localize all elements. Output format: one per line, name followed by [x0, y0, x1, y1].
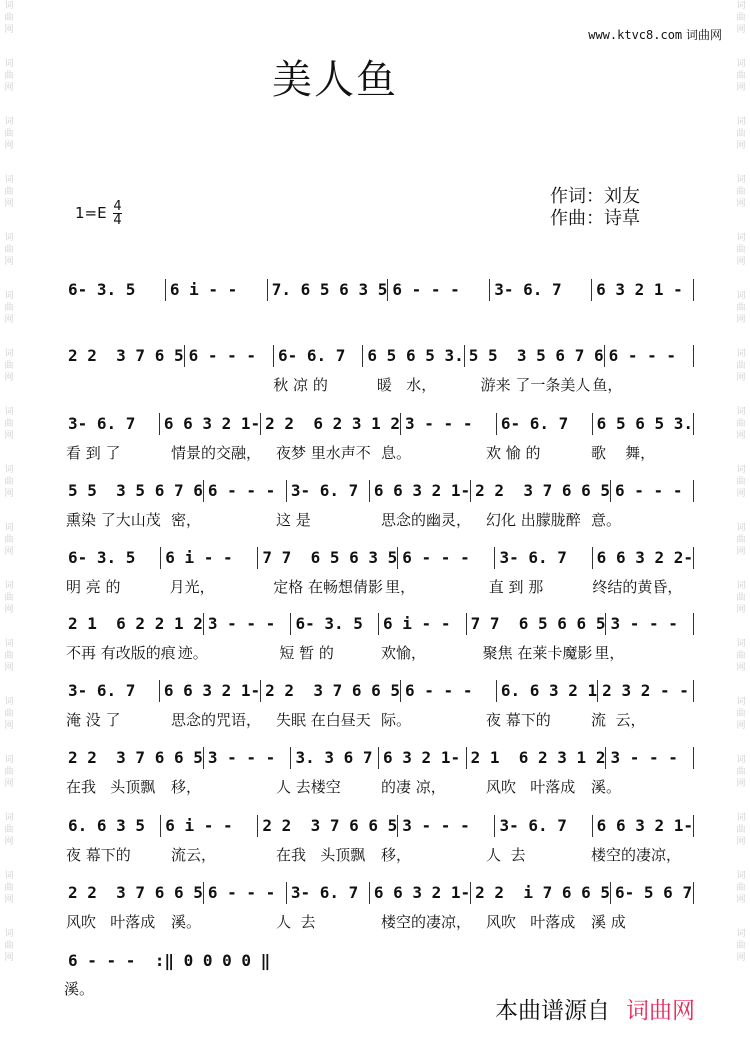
- lyric: 迹。: [177, 644, 208, 662]
- final-lyric: 溪。: [64, 980, 95, 998]
- measure: 3 - - -: [204, 747, 292, 769]
- watermark-text: 词曲网: [736, 639, 746, 673]
- score-row: [64, 612, 694, 663]
- measure: 6 3 2 1-: [379, 747, 467, 769]
- measure: 3. 3 6 7: [291, 747, 379, 769]
- measure: 3- 6. 7: [64, 680, 160, 702]
- time-denominator: 4: [113, 213, 122, 228]
- measure: 3 - - -: [401, 413, 497, 435]
- watermark-right: [734, 0, 748, 986]
- measure: 2 2 3 7 6 6 5: [258, 815, 398, 837]
- lyric: 看 到 了: [66, 444, 121, 462]
- measure: 6- 6. 7: [274, 345, 363, 367]
- measure: 6 i - -: [161, 815, 258, 837]
- measure: 6 - - -: [401, 680, 497, 702]
- lyric: 幻化 出朦胧醉: [486, 511, 581, 529]
- key-label: 1=E: [75, 204, 107, 222]
- lyric: 人 去楼空: [276, 778, 341, 796]
- measure: 6 i - -: [161, 547, 258, 569]
- watermark-text: 词曲网: [736, 929, 746, 963]
- lyric: 聚焦 在莱卡魔影: [482, 644, 593, 662]
- score-row: [64, 814, 694, 865]
- measure: 7. 6 5 6 3 5: [268, 279, 389, 301]
- watermark-text: 词曲网: [4, 755, 14, 789]
- lyric: 欢愉，: [381, 644, 427, 662]
- measure: 3 - - -: [606, 613, 694, 635]
- watermark-text: 词曲网: [4, 871, 14, 905]
- measure: 6 i - -: [379, 613, 467, 635]
- score-row: [64, 412, 694, 463]
- lyric: 夜 幕下的: [66, 846, 131, 864]
- lyric: 夜 幕下的: [486, 711, 551, 729]
- lyric: 溪 成: [591, 913, 626, 931]
- measure: 2 2 3 7 6 6 5: [64, 747, 204, 769]
- key-signature: [75, 200, 122, 227]
- measure: 3- 6. 7: [495, 815, 592, 837]
- lyric: 淹 没 了: [66, 711, 121, 729]
- footer-brand[interactable]: 词曲网: [626, 998, 695, 1024]
- watermark-text: 词曲网: [4, 465, 14, 499]
- site-name: 词曲网: [685, 28, 722, 42]
- watermark-text: 词曲网: [4, 349, 14, 383]
- lyric: [64, 374, 168, 395]
- lyric: 人 去: [276, 913, 316, 931]
- score-row: [64, 881, 694, 932]
- watermark-text: 词曲网: [736, 175, 746, 209]
- lyric: 流云，: [171, 846, 217, 864]
- watermark-text: 词曲网: [736, 233, 746, 267]
- lyric: 定格 在畅想倩影: [273, 578, 384, 596]
- measure: 6 - - -: [204, 480, 287, 502]
- lyric: 人 去: [486, 846, 526, 864]
- lyric: 不再 有改版的痕: [66, 644, 176, 662]
- measure: 6 6 3 2 2-: [593, 547, 694, 569]
- lyric: [168, 374, 272, 395]
- watermark-text: 词曲网: [4, 407, 14, 441]
- measure: 6 - - -: [185, 345, 274, 367]
- lyric: 意。: [591, 511, 622, 529]
- measure: 6 - - -: [388, 279, 490, 301]
- score-row: [64, 278, 694, 308]
- watermark-text: 词曲网: [736, 407, 746, 441]
- score-row: [64, 344, 694, 395]
- lyric: 熏染 了大山茂: [66, 511, 161, 529]
- lyric: 这 是: [276, 511, 311, 529]
- watermark-text: 词曲网: [736, 523, 746, 557]
- watermark-text: 词曲网: [4, 639, 14, 673]
- watermark-text: 词曲网: [4, 233, 14, 267]
- measure: 6. 6 3 5: [64, 815, 161, 837]
- time-signature: [113, 200, 121, 227]
- lyric: 风吹 叶落成: [486, 913, 576, 931]
- lyric: 风吹 叶落成: [486, 778, 576, 796]
- lyric: 的凄 凉，: [381, 778, 446, 796]
- watermark-text: 词曲网: [4, 929, 14, 963]
- watermark-text: 词曲网: [736, 1, 746, 35]
- measure: 6 5 6 5 3.: [363, 345, 464, 367]
- measure: 2 2 i 7 6 6 5: [471, 882, 611, 904]
- measure: 6 - - -: [611, 480, 694, 502]
- watermark-text: 词曲网: [4, 59, 14, 93]
- measure: 7 7 6 5 6 3 5: [258, 547, 398, 569]
- lyric: 鱼，: [592, 376, 623, 394]
- measure: 2 3 2 - -: [598, 680, 694, 702]
- lyric: 思念的幽灵，: [381, 511, 472, 529]
- measure: 2 2 3 7 6 6 5: [261, 680, 401, 702]
- lyric: 游来 了一条美人: [480, 376, 591, 394]
- lyric: 溪。: [591, 778, 622, 796]
- watermark-text: 词曲网: [736, 871, 746, 905]
- watermark-text: 词曲网: [736, 291, 746, 325]
- measure: 6- 6. 7: [497, 413, 593, 435]
- lyric: 密，: [171, 511, 202, 529]
- score-row: [64, 546, 694, 597]
- lyric: 楼空的凄凉，: [591, 846, 682, 864]
- measure: 6 6 3 2 1-: [370, 480, 471, 502]
- footer-text: 本曲谱源自: [495, 998, 610, 1024]
- measure: 6 - - -: [398, 547, 495, 569]
- lyric: 流 云，: [591, 711, 646, 729]
- measure: 3- 6. 7: [490, 279, 592, 301]
- lyric: 欢 愉 的: [486, 444, 541, 462]
- measure: 6 5 6 5 3.: [593, 413, 694, 435]
- measure: 3- 6. 7: [64, 413, 160, 435]
- watermark-text: 词曲网: [4, 581, 14, 615]
- site-url[interactable]: www.ktvc8.com: [588, 28, 683, 42]
- measure: 6 3 2 1 -: [592, 279, 694, 301]
- measure: 6. 6 3 2 1: [497, 680, 598, 702]
- lyric: 夜梦 里水声不: [276, 444, 371, 462]
- lyric: 明 亮 的: [66, 578, 121, 596]
- watermark-text: 词曲网: [4, 1, 14, 35]
- measure: 6 6 3 2 1-: [593, 815, 694, 837]
- watermark-text: 词曲网: [4, 291, 14, 325]
- measure: 3 - - -: [204, 613, 292, 635]
- site-header: [588, 26, 722, 43]
- measure: 6- 3. 5: [64, 279, 166, 301]
- watermark-text: 词曲网: [4, 813, 14, 847]
- lyricist: 作词：刘友: [550, 186, 640, 207]
- watermark-text: 词曲网: [4, 523, 14, 557]
- score-row: [64, 746, 694, 797]
- watermark-left: [2, 0, 16, 986]
- watermark-text: 词曲网: [736, 813, 746, 847]
- lyric: 思念的咒语，: [171, 711, 262, 729]
- score-row: [64, 479, 694, 530]
- lyric: 在我 头顶飘: [66, 778, 156, 796]
- measure: 6 i - -: [166, 279, 268, 301]
- measure: 3- 6. 7: [287, 882, 370, 904]
- watermark-text: 词曲网: [4, 697, 14, 731]
- measure: 6 6 3 2 1-: [370, 882, 471, 904]
- measure: 7 7 6 5 6 6 5: [467, 613, 607, 635]
- score-row: [64, 679, 694, 730]
- watermark-text: 词曲网: [4, 175, 14, 209]
- watermark-text: 词曲网: [736, 755, 746, 789]
- watermark-text: 词曲网: [4, 117, 14, 151]
- watermark-text: 词曲网: [736, 581, 746, 615]
- source-footer: [495, 992, 695, 1025]
- lyric: 移，: [171, 778, 202, 796]
- lyric: 秋 凉 的: [273, 376, 328, 394]
- measure: 5 5 3 5 6 7 6: [64, 480, 204, 502]
- measure: 2 2 3 7 6 6 5: [471, 480, 611, 502]
- lyric: 直 到 那: [488, 578, 544, 596]
- lyric: 月光，: [169, 578, 215, 596]
- watermark-text: 词曲网: [736, 349, 746, 383]
- measure: 2 2 6 2 3 1 2: [261, 413, 401, 435]
- measure: 3- 6. 7: [287, 480, 370, 502]
- lyric: 情景的交融，: [171, 444, 262, 462]
- lyric: 暖 水，: [376, 376, 437, 394]
- credits: [550, 186, 640, 230]
- measure: 6- 3. 5: [64, 547, 161, 569]
- measure: 6 6 3 2 1-: [160, 413, 261, 435]
- measure: 6- 5 6 7: [611, 882, 694, 904]
- lyric: 里，: [594, 644, 625, 662]
- lyric: 终结的黄昏，: [592, 578, 683, 596]
- measure: 6- 3. 5: [291, 613, 379, 635]
- song-title: 美人鱼: [272, 57, 398, 103]
- watermark-text: 词曲网: [736, 59, 746, 93]
- lyric: 在我 头顶飘: [276, 846, 366, 864]
- final-notes: 6 - - - :‖ 0 0 0 0 ‖: [68, 950, 271, 970]
- lyric: 际。: [381, 711, 412, 729]
- measure: 2 1 6 2 3 1 2: [467, 747, 607, 769]
- measure: 3 - - -: [398, 815, 495, 837]
- measure: 3 - - -: [606, 747, 694, 769]
- measure: 6 6 3 2 1-: [160, 680, 261, 702]
- lyric: 短 暂 的: [279, 644, 334, 662]
- lyric: 移，: [381, 846, 412, 864]
- lyric: 里，: [385, 578, 416, 596]
- watermark-text: 词曲网: [736, 117, 746, 151]
- measure: 6 - - -: [605, 345, 694, 367]
- measure: 2 2 3 7 6 6 5: [64, 882, 204, 904]
- composer: 作曲：诗草: [550, 208, 640, 229]
- time-numerator: 4: [113, 199, 122, 214]
- measure: 3- 6. 7: [495, 547, 592, 569]
- watermark-text: 词曲网: [736, 697, 746, 731]
- lyric: 楼空的凄凉，: [381, 913, 472, 931]
- measure: 6 - - -: [204, 882, 287, 904]
- measure: 5 5 3 5 6 7 6: [465, 345, 605, 367]
- lyric: 歌 舞，: [591, 444, 656, 462]
- lyric: 风吹 叶落成: [66, 913, 156, 931]
- lyric: 息。: [381, 444, 412, 462]
- measure: 2 2 3 7 6 5: [64, 345, 185, 367]
- lyric: 溪。: [171, 913, 202, 931]
- measure: 2 1 6 2 2 1 2: [64, 613, 204, 635]
- watermark-text: 词曲网: [736, 465, 746, 499]
- lyric: 失眠 在白昼天: [276, 711, 371, 729]
